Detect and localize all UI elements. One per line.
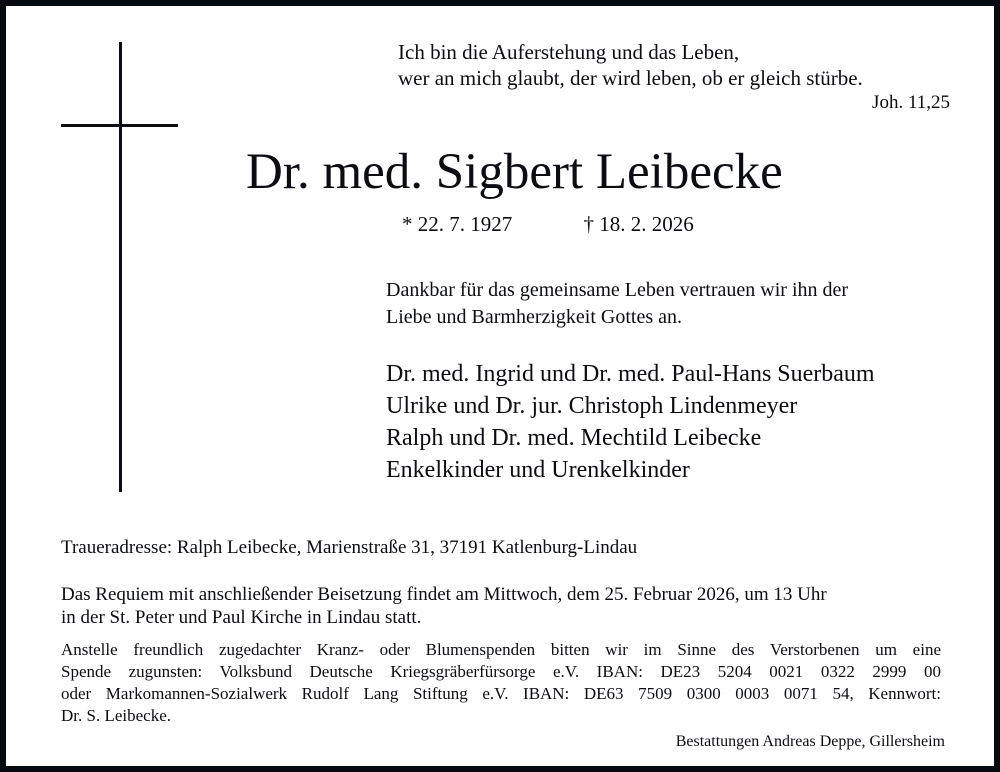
donation-line: Dr. S. Leibecke. [61,706,171,725]
mourner-entry: Ulrike und Dr. jur. Christoph Lindenmeyer [386,393,798,419]
requiem-line: in der St. Peter und Paul Kirche in Lindau statt. [61,607,422,628]
thanks-text [386,277,848,331]
thanks-line: Liebe und Barmherzigkeit Gottes an. [386,306,683,328]
life-dates [402,212,694,237]
requiem-line: Das Requiem mit anschließender Beisetzung findet am Mittwoch, dem 25. Februar 2026, um 13 Uhr [61,584,827,605]
thanks-line: Dankbar für das gemeinsame Leben vertrauen wir ihn der [386,279,849,301]
mourning-address: Traueradresse: Ralph Leibecke, Marienstraße 31, 37191 Katlenburg-Lindau [61,537,638,558]
donation-line: Spende zugunsten: Volksbund Deutsche Kriegsgräberfürsorge e.V. IBAN: DE23 5204 0021 0322 2999 00 [61,662,941,681]
undertaker-credit: Bestattungen Andreas Deppe, Gillersheim [675,733,945,750]
mourners-list [386,358,875,486]
verse-line: Ich bin die Auferstehung und das Leben, [398,40,740,64]
obituary-page [6,6,994,766]
verse-reference: Joh. 11,25 [872,92,950,113]
mourner-entry: Ralph und Dr. med. Mechtild Leibecke [386,425,762,451]
donation-line: Anstelle freundlich zugedachter Kranz- oder Blumenspenden bitten wir im Sinne des Verstorbenen um eine [61,640,941,659]
deceased-name: Dr. med. Sigbert Leibecke [246,144,783,200]
mourner-entry: Dr. med. Ingrid und Dr. med. Paul-Hans Suerbaum [386,361,875,387]
cross-vertical-bar [119,42,122,492]
birth-date: * 22. 7. 1927 [402,212,513,236]
requiem-notice [61,583,827,629]
donation-line: oder Markomannen-Sozialwerk Rudolf Lang Stiftung e.V. IBAN: DE63 7509 0300 0003 0071 54, Kennwort: [61,684,941,703]
cross-horizontal-bar [61,124,178,127]
death-date: † 18. 2. 2026 [583,212,694,236]
mourner-entry: Enkelkinder und Urenkelkinder [386,457,690,483]
bible-verse [398,39,863,91]
verse-line: wer an mich glaubt, der wird leben, ob er gleich stürbe. [398,66,863,90]
donation-notice [61,639,941,727]
